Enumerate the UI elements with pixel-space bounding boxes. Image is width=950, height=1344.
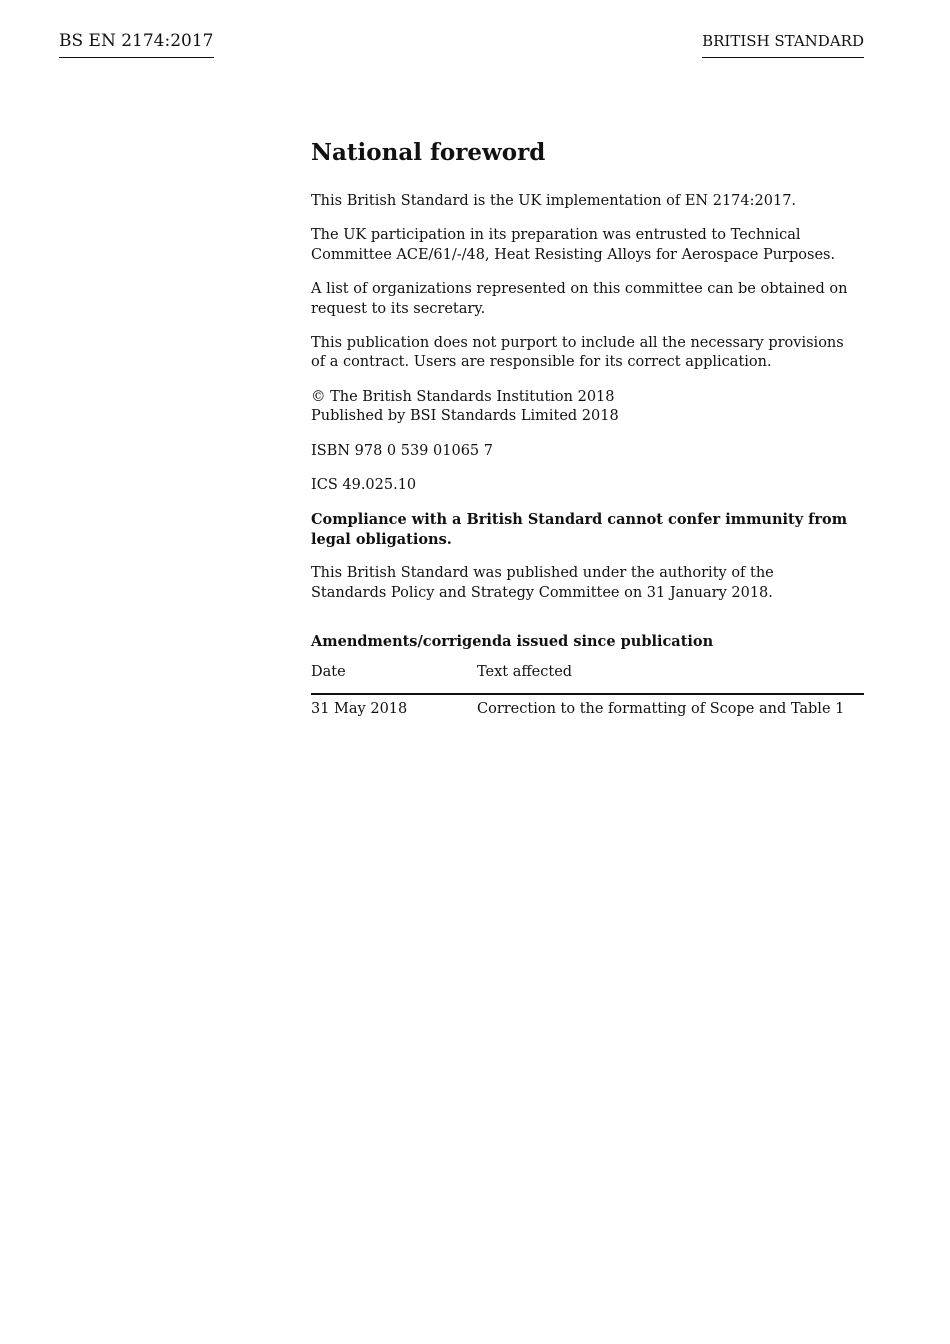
- provisions-line-2: of a contract. Users are responsible for its correct application.: [311, 354, 772, 371]
- provisions-line-1: This publication does not purport to include all the necessary provisions: [311, 335, 844, 352]
- text-affected-column-header: Text affected: [477, 663, 864, 694]
- page-title: National foreword: [311, 139, 546, 166]
- amendments-title: Amendments/corrigenda issued since publication: [311, 633, 714, 651]
- organizations-line-2: request to its secretary.: [311, 300, 486, 317]
- publisher-line: Published by BSI Standards Limited 2018: [311, 408, 619, 425]
- amendments-header-row: [311, 663, 864, 694]
- header-document-type: BRITISH STANDARD: [702, 31, 864, 58]
- amendment-date-cell: 31 May 2018: [311, 701, 408, 718]
- authority-line-1: This British Standard was published under the authority of the: [311, 565, 774, 582]
- committee-paragraph: [311, 226, 864, 265]
- compliance-line-1: Compliance with a British Standard cannot confer immunity from: [311, 511, 848, 529]
- amendments-table: [311, 663, 864, 719]
- national-foreword-section: [311, 138, 864, 719]
- authority-line-2: Standards Policy and Strategy Committee on 31 January 2018.: [311, 584, 773, 601]
- implementation-paragraph: This British Standard is the UK implementation of EN 2174:2017.: [311, 193, 797, 209]
- compliance-line-2: legal obligations.: [311, 530, 452, 548]
- committee-line-1: The UK participation in its preparation was entrusted to Technical: [311, 227, 801, 244]
- committee-line-2: Committee ACE/61/-/48, Heat Resisting Alloys for Aerospace Purposes.: [311, 246, 836, 263]
- ics-paragraph: ICS 49.025.10: [311, 477, 417, 494]
- authority-paragraph: [311, 564, 864, 603]
- amendment-text-cell: Correction to the formatting of Scope and Table 1: [477, 701, 845, 718]
- compliance-paragraph: [311, 510, 864, 549]
- table-row: [311, 694, 864, 719]
- copyright-paragraph: [311, 388, 864, 427]
- header-document-id: BS EN 2174:2017: [59, 30, 214, 58]
- organizations-paragraph: [311, 280, 864, 319]
- organizations-line-1: A list of organizations represented on this committee can be obtained on: [311, 281, 848, 298]
- provisions-paragraph: [311, 334, 864, 373]
- copyright-line: © The British Standards Institution 2018: [311, 388, 615, 405]
- isbn-paragraph: ISBN 978 0 539 01065 7: [311, 442, 493, 459]
- date-column-header: Date: [311, 663, 477, 694]
